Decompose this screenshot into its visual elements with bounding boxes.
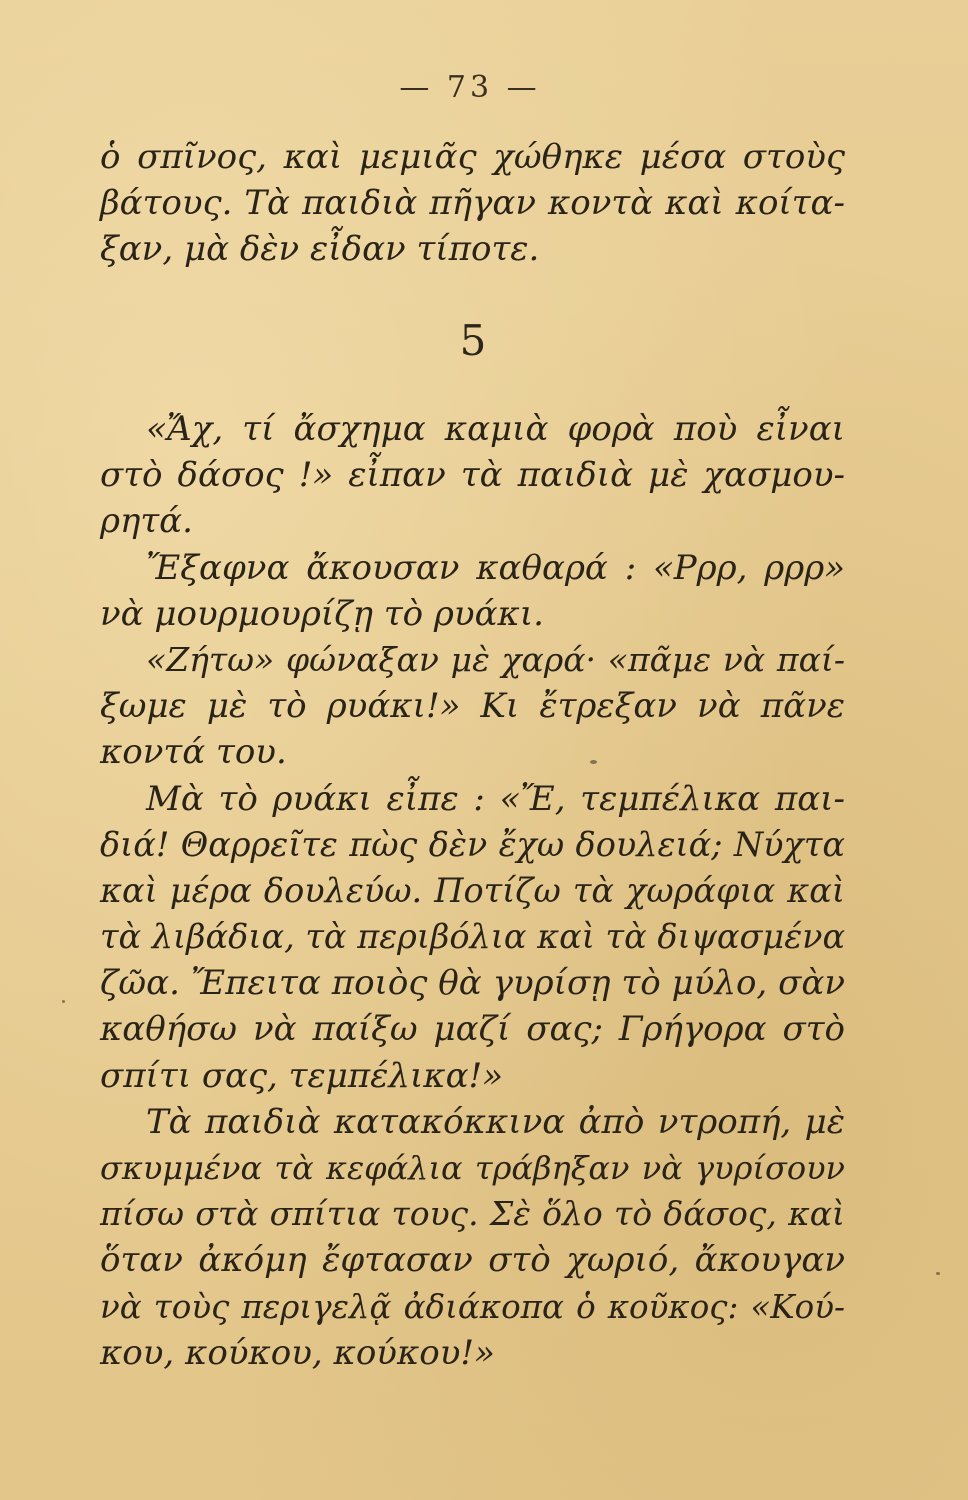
text-line: ὅταν ἀκόμη ἔφτασαν στὸ χωριό, ἄκουγαν [100,1240,845,1281]
text-line: Μὰ τὸ ρυάκι εἶπε : «Ἔ, τεμπέλικα παι- [146,778,845,819]
text-line: νὰ τοὺς περιγελᾷ ἀδιάκοπα ὁ κοῦκος: «Κού- [100,1287,845,1326]
text-line: διά! Θαρρεῖτε πὼς δὲν ἔχω δουλειά; Νύχτα [100,824,845,864]
ink-speck [590,760,597,764]
text-line: νὰ μουρμουρίζῃ τὸ ρυάκι. [100,593,544,634]
text-line: κοντά του. [100,732,287,773]
text-line: ὁ σπῖνος, καὶ μεμιᾶς χώθηκε μέσα στοὺς [100,137,845,177]
paragraph-top [100,134,845,273]
text-line: καθήσω νὰ παίξω μαζί σας; Γρήγορα στὸ [100,1009,845,1050]
page-number: — 73 — [399,70,541,105]
text-line: ξωμε μὲ τὸ ρυάκι!» Κι ἔτρεξαν νὰ πᾶνε [100,686,845,727]
text-line: κου, κούκου, κούκου!» [100,1332,495,1373]
text-line: Τὰ παιδιὰ κατακόκκινα ἀπὸ ντροπή, μὲ [146,1101,845,1142]
text-line: Ἔξαφνα ἄκουσαν καθαρά : «Ρρρ, ρρρ» [146,547,845,588]
ink-speck [936,1272,940,1275]
text-line: «Ζήτω» φώναξαν μὲ χαρά· «πᾶμε νὰ παί- [146,639,845,679]
text-line: καὶ μέρα δουλεύω. Ποτίζω τὰ χωράφια καὶ [100,870,845,910]
text-line: ρητά. [100,501,193,542]
text-line: ζῶα. Ἔπειτα ποιὸς θὰ γυρίσῃ τὸ μύλο, σὰν [100,963,845,1004]
text-line: «Ἄχ, τί ἄσχημα καμιὰ φορὰ ποὺ εἶναι [146,409,845,449]
text-line: σπίτι σας, τεμπέλικα!» [100,1055,504,1096]
text-line: στὸ δάσος !» εἶπαν τὰ παιδιὰ μὲ χασμου- [100,455,845,496]
section-body [100,406,845,1376]
text-line: πίσω στὰ σπίτια τους. Σὲ ὅλο τὸ δάσος, καὶ [100,1194,845,1234]
text-line: σκυμμένα τὰ κεφάλια τράβηξαν νὰ γυρίσουν [100,1149,845,1187]
text-line: βάτους. Τὰ παιδιὰ πῆγαν κοντὰ καὶ κοίτα- [100,183,845,224]
section-number: 5 [459,316,487,365]
ink-speck [62,1000,65,1003]
text-line: τὰ λιβάδια, τὰ περιβόλια καὶ τὰ διψασμένα [100,917,846,957]
text-line: ξαν, μὰ δὲν εἶδαν τίποτε. [100,229,540,270]
